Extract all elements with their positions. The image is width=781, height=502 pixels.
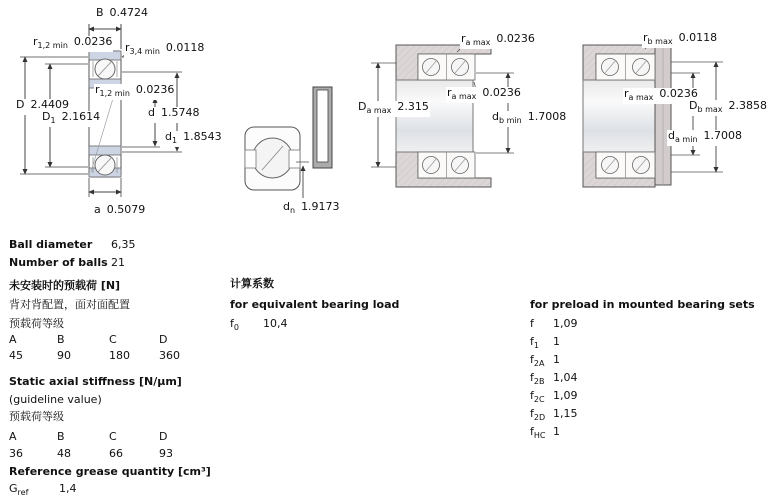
grease-ref-value: 1,4	[59, 482, 77, 495]
factor-symbol: $f_{2D}$	[530, 407, 546, 422]
factor-value: 1,09	[553, 317, 578, 330]
preload-arrangement-line: 背对背配置，面对面配置	[9, 298, 130, 311]
factor-symbol: $f_1$	[530, 335, 539, 350]
dim-rb: $r_{b max}$ 0.0118	[643, 31, 718, 46]
stiffness-class-a: A	[9, 430, 17, 443]
dim-D1: $D_1$ 2.1614	[42, 110, 101, 125]
dim-r12-mid: $r_{1,2 min}$ 0.0236	[95, 83, 175, 98]
stiffness-class-b: B	[57, 430, 65, 443]
dim-r12-top: $r_{1,2 min}$ 0.0236	[33, 35, 113, 50]
stiffness-class-line: 预载荷等级	[9, 410, 64, 423]
factor-value: 1	[553, 425, 560, 438]
factor-symbol: f	[530, 317, 534, 330]
dim-r34: $r_{3,4 min}$ 0.0118	[125, 41, 205, 56]
grease-ref-symbol: $G_{ref}$	[9, 482, 29, 497]
stiffness-value-a: 36	[9, 447, 23, 460]
factor-symbol: $f_{2A}$	[530, 353, 545, 368]
ball-diameter-row	[9, 238, 136, 251]
preload-sets-title: for preload in mounted bearing sets	[530, 298, 755, 311]
grease-ref-row	[9, 482, 77, 497]
factor-value: 1,15	[553, 407, 578, 420]
number-of-balls-row	[9, 256, 125, 269]
f0-row	[230, 317, 288, 332]
preload-value-d: 360	[159, 349, 180, 362]
factor-row-f1	[530, 335, 560, 350]
bearing-side-view-drawing	[245, 87, 332, 198]
number-of-balls-label: Number of balls	[9, 256, 108, 269]
stiffness-class-c: C	[109, 430, 117, 443]
factor-row-f2d	[530, 407, 578, 422]
dim-D: D 2.4409	[15, 99, 70, 115]
preload-class-d: D	[159, 333, 168, 346]
factor-value: 1	[553, 353, 560, 366]
preload-value-a: 45	[9, 349, 23, 362]
dim-db: $d_{b min}$ 1.7008	[492, 110, 567, 125]
stiffness-guideline-line: (guideline value)	[9, 393, 102, 406]
preload-class-b: B	[57, 333, 65, 346]
dim-Da: $D_{a max}$ 2.315	[358, 100, 429, 115]
dim-a: a 0.5079	[93, 204, 146, 220]
factor-row-fhc	[530, 425, 560, 440]
dim-ra-top: $r_{a max}$ 0.0236	[461, 32, 535, 47]
stiffness-value-b: 48	[57, 447, 71, 460]
factor-row-f	[530, 317, 578, 332]
ball-diameter-label: Ball diameter	[9, 238, 93, 251]
dim-dn: $d_n$ 1.9173	[283, 200, 340, 215]
ball-diameter-value: 6,35	[111, 238, 136, 251]
equiv-load-title: for equivalent bearing load	[230, 298, 400, 311]
factor-row-f2a	[530, 353, 560, 368]
factor-value: 1,04	[553, 371, 578, 384]
factor-symbol: $f_{HC}$	[530, 425, 546, 440]
f0-value: 10,4	[263, 317, 288, 330]
preload-class-a: A	[9, 333, 17, 346]
preload-class-c: C	[109, 333, 117, 346]
preload-class-line: 预载荷等级	[9, 317, 64, 330]
factor-value: 1,09	[553, 389, 578, 402]
dim-ra-mid: $r_{a max}$ 0.0236	[447, 86, 521, 101]
dim-Db: $D_{b max}$ 2.3858	[689, 99, 768, 114]
preload-value-c: 180	[109, 349, 130, 362]
factor-value: 1	[553, 335, 560, 348]
factor-row-f2b	[530, 371, 578, 386]
dim-B: B 0.4724	[95, 7, 149, 23]
dim-ra-4: $r_{a max}$ 0.0236	[624, 87, 698, 102]
factor-symbol: $f_{2B}$	[530, 371, 545, 386]
factor-row-f2c	[530, 389, 578, 404]
dim-da: $d_{a min}$ 1.7008	[668, 129, 743, 144]
preload-unmounted-title: 未安装时的预载荷 [N]	[9, 279, 121, 292]
factor-symbol: $f_{2C}$	[530, 389, 545, 404]
stiffness-title: Static axial stiffness [N/μm]	[9, 375, 182, 388]
stiffness-value-d: 93	[159, 447, 173, 460]
number-of-balls-value: 21	[111, 256, 125, 269]
stiffness-value-c: 66	[109, 447, 123, 460]
dim-d1: $d_1$ 1.8543	[165, 130, 222, 145]
grease-quantity-title: Reference grease quantity [cm³]	[9, 465, 211, 478]
calc-factors-title-cn: 计算系数	[230, 277, 274, 290]
stiffness-class-d: D	[159, 430, 168, 443]
f0-symbol: $f_0$	[230, 317, 239, 332]
preload-value-b: 90	[57, 349, 71, 362]
dim-d: d 1.5748	[147, 107, 200, 123]
